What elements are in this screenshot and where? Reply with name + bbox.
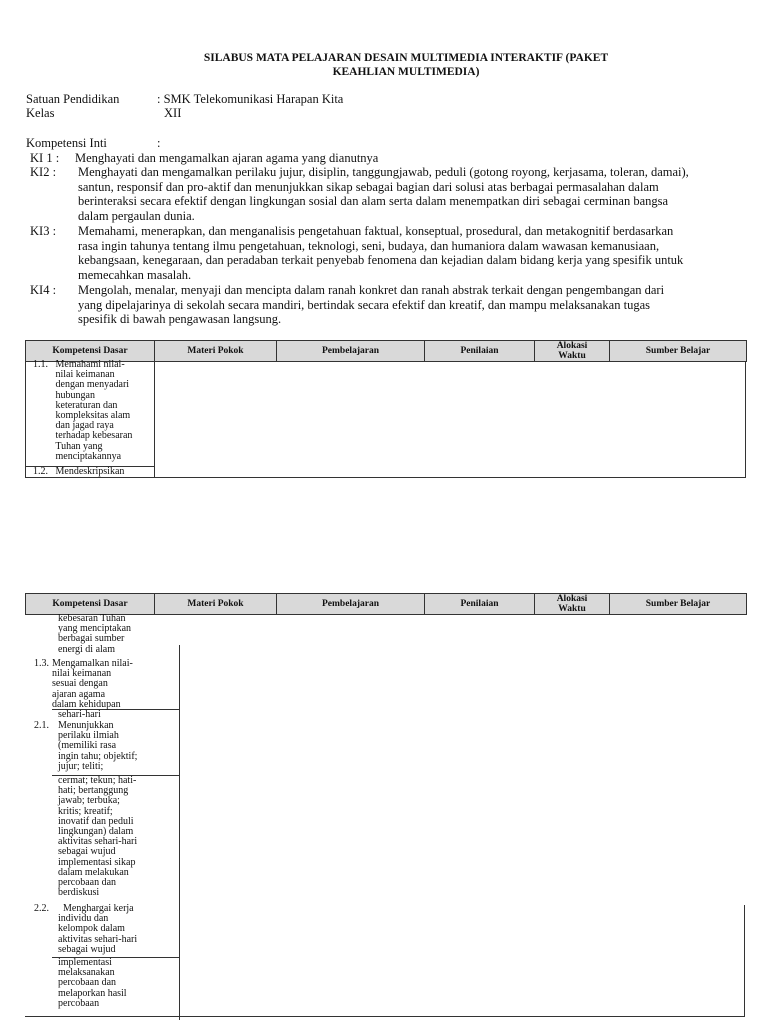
ki1-code: KI 1 : xyxy=(30,151,60,165)
ki4-code: KI4 : xyxy=(30,283,57,297)
ki3-line: memecahkan masalah. xyxy=(78,267,192,282)
syllabus-table-2 xyxy=(25,593,747,615)
ki3-code: KI3 : xyxy=(30,224,57,238)
ki2-line: Menghayati dan mengamalkan perilaku jujur, disiplin, tanggungjawab, peduli (gotong royong, kerjasama, toleran, damai), xyxy=(78,165,689,179)
ki3-line: rasa ingin tahunya tentang ilmu pengetahuan, teknologi, seni, budaya, dan humaniora dalam wawasan kemanusiaan, xyxy=(78,238,660,253)
kd-2-2-number: 2.2. xyxy=(34,903,49,914)
document-title-line1: SILABUS MATA PELAJARAN DESAIN MULTIMEDIA INTERAKTIF (PAKET xyxy=(203,52,609,64)
alokasi-waktu-label: Alokasi Waktu xyxy=(556,594,588,614)
ki1-line: Menghayati dan mengamalkan ajaran agama yang dianutnya xyxy=(75,151,379,165)
table-header-row xyxy=(26,341,747,362)
col-materi-pokok: Materi Pokok xyxy=(155,594,277,615)
col-sumber-belajar: Sumber Belajar xyxy=(610,341,747,362)
ki2-line: dalam pergaulan dunia. xyxy=(78,208,195,223)
col-penilaian: Penilaian xyxy=(425,341,535,362)
col-kompetensi-dasar: Kompetensi Dasar xyxy=(26,594,155,615)
col-pembelajaran: Pembelajaran xyxy=(277,594,425,615)
table1-border xyxy=(154,361,155,478)
table2-border xyxy=(744,905,745,1017)
ki3-line: Memahami, menerapkan, dan menganalisis pengetahuan faktual, konseptual, prosedural, dan metakognitif berdasarkan xyxy=(78,224,674,238)
kd-block-d: cermat; tekun; hati- hati; bertanggung jawab; terbuka; kritis; kreatif; inovatif dan peduli lingkungan) dalam aktivitas sehari-hari sebagai wujud implementasi sikap dalam melakukan percobaan dan berdiskusi xyxy=(58,775,138,899)
alokasi-waktu-label: Alokasi Waktu xyxy=(556,341,588,361)
ki-label: Kompetensi Inti xyxy=(26,136,107,150)
ki3-line: kebangsaan, kenegaraan, dan peradaban terkait penyebab fenomena dan kejadian dalam bidang kerja yang spesifik untuk xyxy=(78,253,684,268)
table1-border xyxy=(25,477,746,478)
kd-1-3-text: Mengamalkan nilai- nilai keimanan sesuai dengan ajaran agama dalam kehidupan xyxy=(52,658,133,710)
col-alokasi-waktu xyxy=(535,341,610,362)
ki-colon: : xyxy=(157,136,161,150)
kd-2-1-number: 2.1. xyxy=(34,720,49,731)
kd-2-1-text: Menunjukkan perilaku ilmiah (memiliki rasa ingin tahu; objektif; jujur; teliti; xyxy=(58,720,138,772)
ki4-line: spesifik di bawah pengawasan langsung. xyxy=(78,312,282,327)
ki4-line: Mengolah, menalar, menyaji dan mencipta dalam ranah konkret dan ranah abstrak terkait dengan pengembangan dari xyxy=(78,283,665,297)
table1-border xyxy=(745,361,746,478)
col-materi-pokok: Materi Pokok xyxy=(155,341,277,362)
kd-block-f: implementasi melaksanakan percobaan dan melaporkan hasil percobaan xyxy=(58,957,127,1009)
col-kompetensi-dasar: Kompetensi Dasar xyxy=(26,341,155,362)
col-sumber-belajar: Sumber Belajar xyxy=(610,594,747,615)
kd-1-3-number: 1.3. xyxy=(34,658,49,669)
kd-2-2-text: Menghargai kerja individu dan kelompok dalam aktivitas sehari-hari sebagai wujud xyxy=(58,903,138,955)
ki4-line: yang dipelajarinya di sekolah secara mandiri, bertindak secara efektif dan kreatif, dan mampu melaksanakan tugas xyxy=(78,297,650,312)
kd-1-1-text: 1.1. Memahami nilai- nilai keimanan dengan menyadari hubungan keteraturan dan kompleksitas alam dan jagad raya terhadap kebesaran Tuhan yang menciptakannya xyxy=(33,359,133,462)
kd-1-2-text: 1.2. Mendeskripsikan xyxy=(33,466,125,477)
table2-border xyxy=(179,645,180,1020)
col-penilaian: Penilaian xyxy=(425,594,535,615)
ki2-line: berinteraksi secara efektif dengan lingkungan sosial dan alam serta dalam menempatkan diri sebagai cerminan bangsa xyxy=(78,194,669,209)
ki4-text xyxy=(78,283,721,327)
kd-block-c0: sehari-hari xyxy=(58,709,101,720)
table1-border xyxy=(25,361,26,478)
class-value: XII xyxy=(164,106,182,120)
syllabus-table-1 xyxy=(25,340,747,362)
document-title-line2: KEAHLIAN MULTIMEDIA) xyxy=(332,66,480,78)
school-label: Satuan Pendidikan xyxy=(26,92,120,106)
class-label: Kelas xyxy=(26,106,55,120)
ki1-text xyxy=(75,151,721,166)
school-value: : SMK Telekomunikasi Harapan Kita xyxy=(157,92,344,106)
ki2-text xyxy=(78,165,721,223)
ki2-line: santun, responsif dan pro-aktif dan menunjukkan sikap sebagai bagian dari solusi atas berbagai permasalahan dalam xyxy=(78,179,659,194)
col-pembelajaran: Pembelajaran xyxy=(277,341,425,362)
table-header-row xyxy=(26,594,747,615)
ki3-text xyxy=(78,224,721,282)
kd-block-a: kebesaran Tuhan yang menciptakan berbagai sumber energi di alam xyxy=(58,613,132,655)
table2-border xyxy=(25,1016,745,1017)
col-alokasi-waktu xyxy=(535,594,610,615)
ki2-code: KI2 : xyxy=(30,165,57,179)
